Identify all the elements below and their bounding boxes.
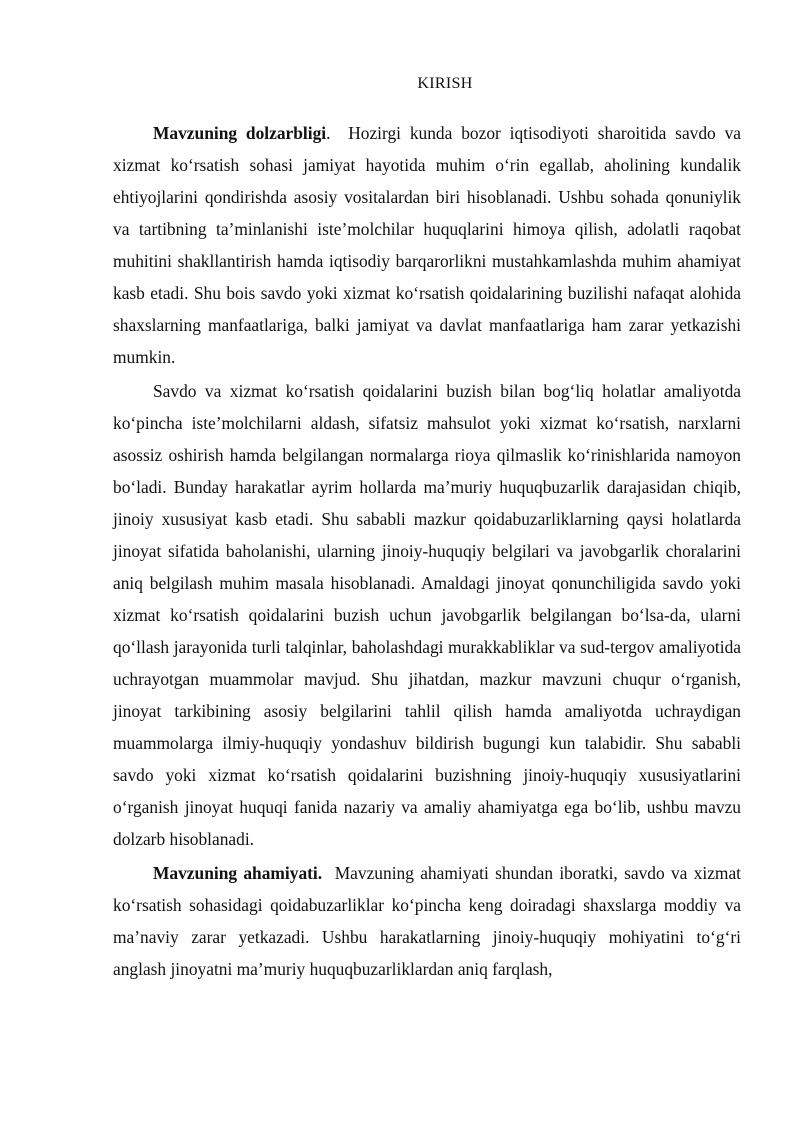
paragraph-violations (113, 375, 741, 855)
paragraph-lead: Mavzuning dolzarbligi (153, 123, 327, 143)
paragraph-relevance (113, 117, 746, 373)
document-body (113, 117, 746, 987)
paragraph-text: Hozirgi kunda bozor iqtisodiyoti sharoitida savdo va xizmat koʻrsatish sohasi jamiyat hayotida muhim oʻrin egallab, aholining kundalik ehtiyojlarini qondirishda asosiy vositalardan biri hisoblanadi. Ushbu sohada qonuniylik va tartibning taʼminlanishi isteʼmolchilar huquqlarini himoya qilish, adolatli raqobat muhitini shakllantirish hamda iqtisodiy barqarorlikni mustahkamlashda muhim ahamiyat kasb etadi. Shu bois savdo yoki xizmat koʻrsatish qoidalarining buzilishi nafaqat alohida shaxslarning manfaatlariga, balki jamiyat va davlat manfaatlariga ham zarar yetkazishi mumkin. (113, 123, 746, 367)
paragraph-importance (113, 857, 746, 985)
section-title: KIRISH (417, 75, 473, 92)
paragraph-lead-suffix: . (326, 123, 331, 143)
paragraph-lead: Mavzuning ahamiyati. (153, 863, 323, 883)
paragraph-text: Savdo va xizmat koʻrsatish qoidalarini buzish bilan bogʻliq holatlar amaliyotda koʻpincha isteʼmolchilarni aldash, sifatsiz mahsulot yoki xizmat koʻrsatish, narxlarni asossiz oshirish hamda belgilangan normalarga rioya qilmaslik koʻrinishlarida namoyon boʻladi. Bunday harakatlar ayrim hollarda maʼmuriy huquqbuzarlik darajasidan chiqib, jinoiy xususiyat kasb etadi. Shu sababli mazkur qoidabuzarliklarning qaysi holatlarda jinoyat sifatida baholanishi, ularning jinoiy-huquqiy belgilari va javobgarlik choralarini aniq belgilash muhim masala hisoblanadi. Amaldagi jinoyat qonunchiligida savdo yoki xizmat koʻrsatish qoidalarini buzish uchun javobgarlik belgilangan boʻlsa-da, ularni qoʻllash jarayonida turli talqinlar, baholashdagi murakkabliklar va sud-tergov amaliyotida uchrayotgan muammolar mavjud. Shu jihatdan, mazkur mavzuni chuqur oʻrganish, jinoyat tarkibining asosiy belgilarini tahlil qilish hamda amaliyotda uchraydigan muammolarga ilmiy-huquqiy yondashuv bildirish bugungi kun talabidir. Shu sababli savdo yoki xizmat koʻrsatish qoidalarini buzishning jinoiy-huquqiy xususiyatlarini oʻrganish jinoyat huquqi fanida nazariy va amaliy ahamiyatga ega boʻlib, ushbu mavzu dolzarb hisoblanadi. (113, 381, 741, 849)
paragraph-text: Mavzuning ahamiyati shundan iboratki, savdo va xizmat koʻrsatish sohasidagi qoidabuzarliklar koʻpincha keng doiradagi shaxslarga moddiy va maʼnaviy zarar yetkazadi. Ushbu harakatlarning jinoiy-huquqiy mohiyatini toʻgʻri anglash jinoyatni maʼmuriy huquqbuzarliklardan aniq farqlash, (113, 863, 746, 979)
